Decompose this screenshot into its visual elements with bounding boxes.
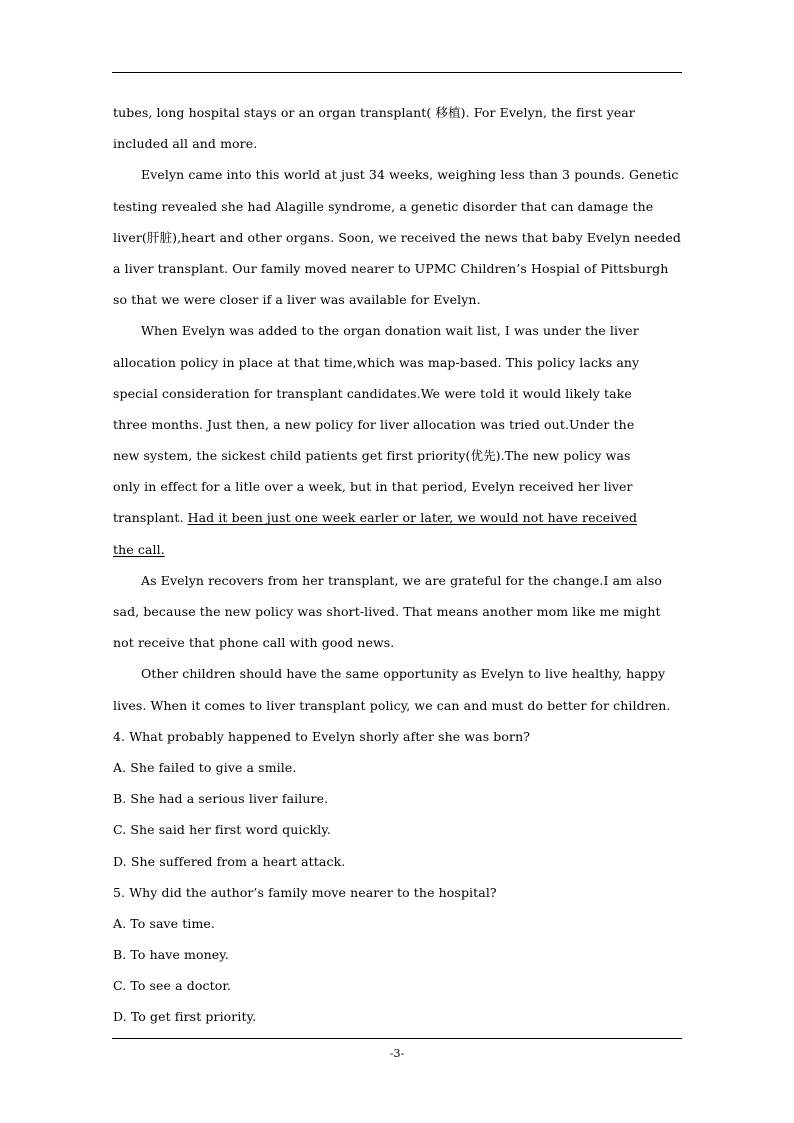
passage-line: Other children should have the same opportunity as Evelyn to live healthy, happy <box>141 666 666 682</box>
passage-line: three months. Just then, a new policy for liver allocation was tried out.Under the <box>113 416 635 432</box>
passage-text: transplant. <box>113 510 188 526</box>
passage-line: included all and more. <box>113 136 258 152</box>
passage-line: new system, the sickest child patients get first priority(优先).The new policy was <box>113 448 631 464</box>
underlined-sentence: Had it been just one week earler or later, we would not have received <box>187 510 638 526</box>
question-option: C. She said her first word quickly. <box>113 822 331 838</box>
passage-line: not receive that phone call with good news. <box>113 635 395 651</box>
passage-line: When Evelyn was added to the organ donation wait list, I was under the liver <box>141 323 639 339</box>
question-option: A. To save time. <box>113 915 215 931</box>
passage-line: testing revealed she had Alagille syndrome, a genetic disorder that can damage the <box>113 198 654 214</box>
passage-line: liver(肝脏),heart and other organs. Soon, we received the news that baby Evelyn needed <box>113 229 682 245</box>
passage-line: only in effect for a litle over a week, but in that period, Evelyn received her liver <box>113 479 633 495</box>
passage-line: so that we were closer if a liver was available for Evelyn. <box>113 292 481 308</box>
question-stem: 5. Why did the author’s family move nearer to the hospital? <box>113 884 497 900</box>
passage-line: tubes, long hospital stays or an organ transplant( 移植). For Evelyn, the first year <box>113 105 635 120</box>
question-stem: 4. What probably happened to Evelyn shorly after she was born? <box>113 728 531 744</box>
page-content <box>113 97 723 1033</box>
question-option: D. To get first priority. <box>113 1009 257 1025</box>
passage-line: lives. When it comes to liver transplant policy, we can and must do better for children. <box>113 697 671 713</box>
question-option: B. She had a serious liver failure. <box>113 791 329 807</box>
passage-line: special consideration for transplant candidates.We were told it would likely take <box>113 385 632 401</box>
question-option: C. To see a doctor. <box>113 978 232 994</box>
footer-rule <box>112 1038 682 1039</box>
page-number: -3- <box>389 1047 405 1060</box>
header-rule <box>112 72 682 73</box>
passage-line: allocation policy in place at that time,which was map-based. This policy lacks any <box>113 354 640 370</box>
passage-line <box>113 534 723 565</box>
question-option: B. To have money. <box>113 947 229 963</box>
passage-line: Evelyn came into this world at just 34 weeks, weighing less than 3 pounds. Genetic <box>141 167 679 183</box>
underlined-sentence-end: the call. <box>113 541 165 557</box>
question-option: D. She suffered from a heart attack. <box>113 853 346 869</box>
question-option: A. She failed to give a smile. <box>113 759 297 775</box>
passage-line <box>113 502 723 533</box>
passage-line: As Evelyn recovers from her transplant, we are grateful for the change.I am also <box>141 572 662 588</box>
passage-line: sad, because the new policy was short-lived. That means another mom like me might <box>113 604 661 619</box>
passage-line: a liver transplant. Our family moved nearer to UPMC Children’s Hospial of Pittsburgh <box>113 260 669 276</box>
